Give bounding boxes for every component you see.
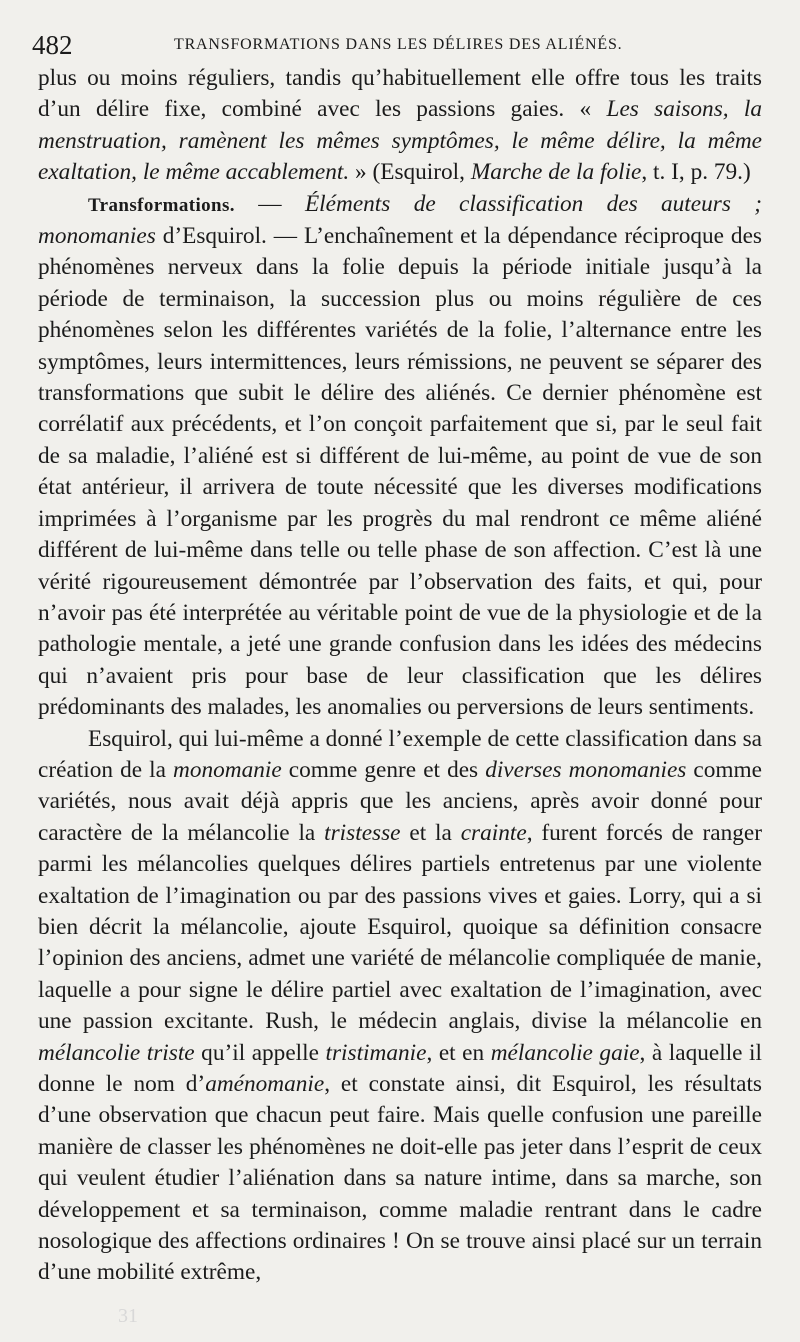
text-run: — xyxy=(234,190,305,217)
italic-run: Éléments de classification des auteurs ; monomanies xyxy=(38,190,762,250)
running-head: TRANSFORMATIONS DANS LES DÉLIRES DES ALIÉNÉS. xyxy=(174,36,623,53)
text-run: , et en xyxy=(426,1039,491,1066)
text-run: comme genre et des xyxy=(281,756,486,783)
text-run: d’Esquirol. — L’enchaînement et la dépendance réciproque des phénomènes nerveux dans la folie depuis la période initiale jusqu’à la période de terminaison, la succession plus ou moins régulière de ces phénomènes selon les différentes variétés de la folie, l’alternance entre les symptômes, leurs intermittences, leurs rémissions, ne peuvent se séparer des transformations que subit le délire des aliénés. Ce dernier phénomène est corrélatif aux précédents, et l’on conçoit parfaitement que si, par le seul fait de sa maladie, l’aliéné est si différent de lui-même, au point de vue de son état antérieur, il arrivera de toute nécessité que les diverses modifications imprimées à l’organisme par les progrès du mal rendront ce même aliéné différent de lui-même dans telle ou telle phase de son affection. C’est là une vérité rigoureusement démontrée par l’observation des faits, et qui, pour n’avoir pas été interprétée au véritable point de vue de la physiologie et de la pathologie mentale, a jeté une grande confusion dans les idées des médecins qui n’avaient pris pour base de leur classification que les délires prédominants des malades, les anomalies ou perversions de leurs sentiments. xyxy=(38,223,762,721)
italic-run: tristesse xyxy=(324,819,401,846)
text-run: et la xyxy=(400,819,461,846)
italic-run: crainte xyxy=(460,819,527,846)
italic-run: Marche de la folie xyxy=(470,159,642,186)
text-run: , t. I, p. 79.) xyxy=(641,159,751,186)
body-text xyxy=(38,63,762,1289)
paragraph-1 xyxy=(38,63,762,189)
text-run: , furent forcés de ranger parmi les mélancolies quelques délires partiels entretenus par une violente exaltation de l’imagination ou par des passions vives et gaies. Lorry, qui a si bien décrit la mélancolie, ajoute Esquirol, quoique sa définition consacre l’opinion des anciens, admet une variété de mélancolie compliquée de manie, laquelle a pour signe le délire partiel avec exaltation de l’imagination, avec une passion excitante. Rush, le médecin anglais, divise la mélancolie en xyxy=(38,819,762,1035)
page-header xyxy=(32,30,740,62)
text-run: Esquirol, qui lui-même a donné l’exemple de cette classification dans sa création de la xyxy=(38,725,762,783)
section-heading: Transformations. xyxy=(88,194,235,216)
italic-run: diverses monomanies xyxy=(485,756,687,783)
text-run: qu’il appelle xyxy=(194,1039,326,1066)
page-number: 482 xyxy=(32,30,73,60)
italic-run: mélancolie gaie xyxy=(490,1039,640,1066)
text-run: , à laquelle il donne le nom d’ xyxy=(38,1039,762,1097)
italic-run: mélancolie triste xyxy=(38,1039,195,1066)
paragraph-2 xyxy=(38,189,762,724)
italic-run: Les saisons, la menstruation, ramènent les mêmes symptômes, le même délire, la même exaltation, le même accablement. xyxy=(38,96,762,186)
italic-run: aménomanie xyxy=(205,1071,325,1097)
text-run: , et constate ainsi, dit Esquirol, les résultats d’une observation que chacun peut faire. Mais quelle confusion une pareille manière de classer les phénomènes ne doit-elle pas jeter dans l’esprit de ceux qui veulent étudier l’aliénation dans sa nature intime, dans sa marche, son développement et sa terminaison, comme maladie rentrant dans le cadre nosologique des affections ordinaires ! On se trouve ainsi placé sur un terrain d’une mobilité extrême, xyxy=(38,1071,762,1286)
text-run: comme variétés, nous avait déjà appris que les anciens, après avoir donné pour caractère de la mélancolie la xyxy=(38,756,762,846)
text-run: » (Esquirol, xyxy=(349,159,471,186)
italic-run: monomanie xyxy=(173,756,282,783)
italic-run: tristimanie xyxy=(325,1039,427,1066)
bleed-through-mark: 31 xyxy=(118,1305,138,1327)
text-run: plus ou moins réguliers, tandis qu’habituellement elle offre tous les traits d’un délire fixe, combiné avec les passions gaies. « xyxy=(38,65,762,123)
paragraph-3 xyxy=(38,724,762,1289)
